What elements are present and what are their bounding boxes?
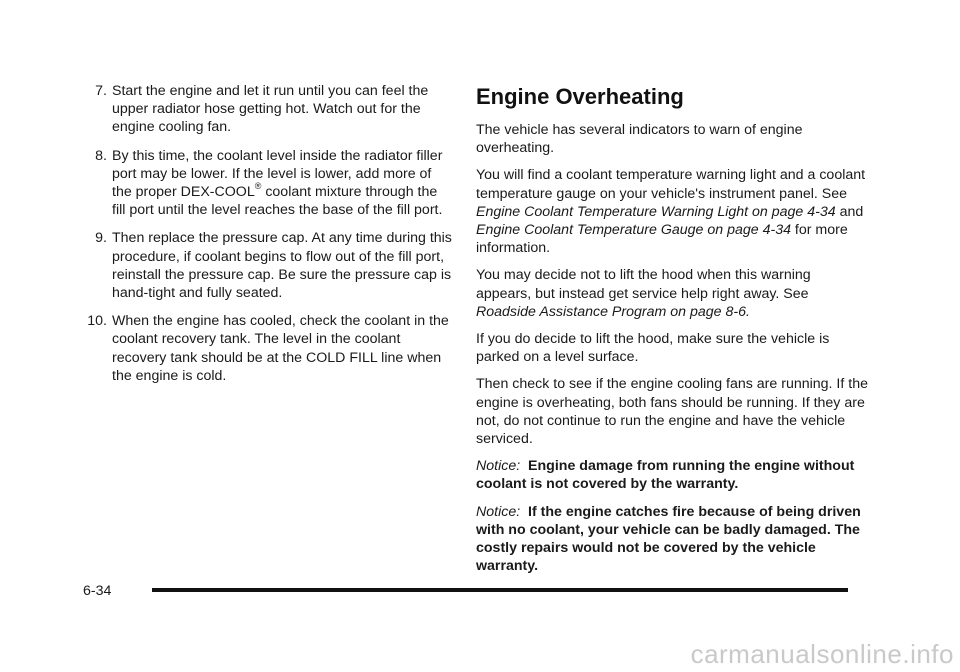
- step-text-part: By this time, the coolant level inside the radiator filler port may be lower. If the level is lower, add more of the proper DEX-COOL: [112, 147, 443, 201]
- notice-label: Notice:: [476, 503, 521, 520]
- step-number: 10.: [87, 313, 107, 330]
- notice-text: Engine damage from running the engine without coolant is not covered by the warranty.: [476, 458, 855, 493]
- text-run: for more information.: [476, 222, 848, 257]
- cross-reference-link[interactable]: Engine Coolant Temperature Gauge on page 4‑34: [476, 222, 791, 239]
- text-run: You will find a coolant temperature warning light and a coolant temperature gauge on your vehicle's instrument panel. See: [476, 167, 866, 202]
- paragraph-service: [476, 266, 868, 321]
- notice-label: Notice:: [476, 458, 521, 475]
- step-text-part: coolant mixture through the fill port until the level reaches the base of the fill port.: [112, 184, 443, 219]
- notice-2: [476, 503, 868, 576]
- step-text: [112, 148, 442, 219]
- step-9: [64, 229, 452, 302]
- registered-mark: ®: [254, 181, 262, 192]
- step-text: Then replace the pressure cap. At any time during this procedure, if coolant begins to flow out of the fill port, reinstall the pressure cap. Be sure the pressure cap is hand-tight and fully seated.: [112, 230, 452, 302]
- paragraph-hood: If you do decide to lift the hood, make sure the vehicle is parked on a level surface.: [476, 331, 830, 366]
- step-number: 7.: [95, 83, 107, 99]
- paragraph-intro: The vehicle has several indicators to warn of engine overheating.: [476, 122, 803, 157]
- right-column: [476, 84, 868, 584]
- cross-reference-link[interactable]: Roadside Assistance Program on page 8‑6.: [476, 303, 750, 320]
- step-number: 8.: [95, 147, 107, 164]
- section-heading: Engine Overheating: [476, 84, 684, 109]
- notice-text: If the engine catches fire because of being driven with no coolant, your vehicle can be badly damaged. The costly repairs would not be covered by the vehicle warranty.: [476, 503, 861, 575]
- text-run: You may decide not to lift the hood when this warning appears, but instead get service help right away. See: [476, 267, 811, 302]
- left-column: [64, 82, 452, 395]
- step-10: [64, 312, 452, 385]
- footer-rule: [152, 588, 848, 592]
- step-text: When the engine has cooled, check the coolant in the coolant recovery tank. The level in the coolant recovery tank should be at the COLD FILL line when the engine is cold.: [112, 313, 449, 384]
- watermark: carmanualsonline.info: [690, 639, 954, 669]
- step-8: [64, 147, 452, 220]
- step-7: [64, 82, 452, 137]
- paragraph-indicators: [476, 166, 868, 257]
- step-number: 9.: [95, 230, 107, 247]
- page-number: 6-34: [83, 583, 112, 599]
- cross-reference-link[interactable]: Engine Coolant Temperature Warning Light on page 4‑34: [476, 203, 836, 220]
- notice-1: [476, 457, 868, 493]
- paragraph-fans: Then check to see if the engine cooling fans are running. If the engine is overheating, both fans should be running. If they are not, do not continue to run the engine and have the vehicle serviced.: [476, 376, 868, 448]
- step-text: Start the engine and let it run until you can feel the upper radiator hose getting hot. Watch out for the engine cooling fan.: [112, 83, 429, 136]
- text-run: and: [835, 203, 864, 220]
- procedure-steps: [64, 82, 452, 385]
